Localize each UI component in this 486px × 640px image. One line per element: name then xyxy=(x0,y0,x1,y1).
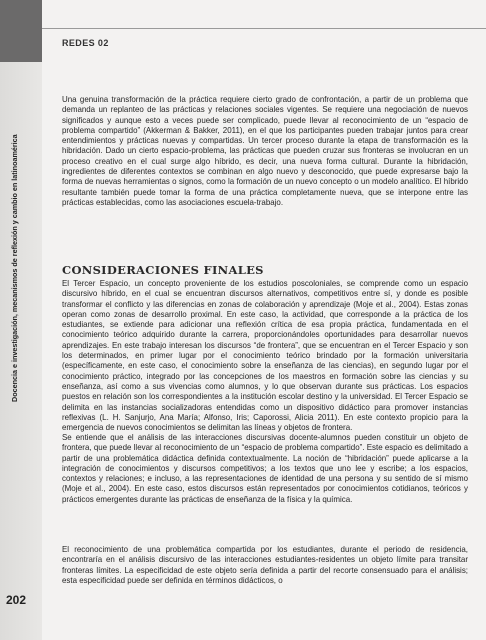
paragraph: El reconocimiento de una problemática compartida por los estudiantes, durante el periodo de residencia, encontraría en el análisis discursivo de las interacciones estudiantes-residentes un objeto límite para transitar fronteras límites. La especificidad de este objeto sería definida a partir del recorte consensuado para el análisis; esta especificidad puede ser definida en términos didácticos, o xyxy=(62,545,468,585)
running-head: REDES 02 xyxy=(62,38,109,48)
paragraph: Una genuina transformación de la práctica requiere cierto grado de confrontación, a partir de un problema que demanda un replanteo de las prácticas y relaciones sociales vigentes. Se requiere una negociación de nuevos significados y aunque esto a veces puede ser complicado, puede llevar al reconocimiento de un “espacio de problema compartido” (Akkerman & Bakker, 2011), en el que los participantes pueden trabajar juntos para crear entendimientos y prácticas nuevas y compartidas. Un tercer proceso durante la etapa de transformación es la hibridación. Dado un cierto espacio-problema, las prácticas que pueden cruzar sus fronteras se involucran en un proceso creativo en el cual surge algo híbrido, es decir, una nueva forma cultural. Durante la hibridación, ingredientes de diferentes contextos se combinan en algo nuevo y desconocido, que puede expresarse bajo la forma de nuevas herramientas o signos, como la formación de un nuevo concepto o un modelo analítico. El híbrido resultante también puede tomar la forma de una práctica completamente nueva, que se interpone entre las prácticas establecidas, como las asociaciones escuela-trabajo. xyxy=(62,95,468,207)
corner-block xyxy=(0,0,42,62)
paragraph: Se entiende que el análisis de las interacciones discursivas docente-alumnos pueden constituir un objeto de frontera, que puede llevar al reconocimiento de un “espacio de problema compartido”. Este espacio es delimitado a partir de una problemática didáctica definida contextualmente. La noción de “hibridación” puede aplicarse a la integración de conocimientos y discursos competitivos; a los textos que uno lee y escribe; a los espacios, contextos y relaciones; e incluso, a las representaciones de identidad de una persona y su sentido de sí mismo (Moje et al., 2004). En este caso, estos discursos están representados por conocimientos cotidianos, teóricos y prácticos emergentes durante las prácticas de enseñanza de la física y la química. xyxy=(62,433,468,504)
book-title-vertical: Docencia e investigación, mecanismos de reflexión y cambio en latinoamérica xyxy=(10,134,19,402)
page-number: 202 xyxy=(6,593,27,607)
section-heading: CONSIDERACIONES FINALES xyxy=(62,263,264,277)
header-rule xyxy=(42,28,486,29)
paragraph: El Tercer Espacio, un concepto proveniente de los estudios poscoloniales, se comprende como un espacio discursivo híbrido, en el cual se encuentran discursos alternativos, competitivos entre sí, y donde es posible transformar el conflicto y las diferencias en zonas de colaboración y aprendizaje (Moje et al., 2004). Estas zonas operan como zonas de desarrollo proximal. En este caso, la actividad, que corresponde a la práctica de los estudiantes, se extiende para adicionar una reflexión crítica de esa propia práctica, fundamentada en el conocimiento teórico adquirido durante la carrera, proporcionándoles oportunidades para desarrollar nuevos aprendizajes. En este trabajo interesan los discursos “de frontera”, que se encuentran en el Tercer Espacio y son los determinados, en primer lugar por el conocimiento teórico brindado por la formación universitaria (específicamente, en este caso, el conocimiento sobre la enseñanza de las ciencias), en segundo lugar por el conocimiento práctico, integrado por las concepciones de los maestros en formación sobre las ciencias y su enseñanza, así como a sus vivencias como alumnos, y lo que observan durante sus prácticas. Los espacios puestos en relación son los correspondientes a la institución escolar destino y la universidad. El Tercer Espacio se delimita en las instancias socializadoras entendidas como un dispositivo didáctico para promover instancias reflexivas (L. H. Sanjurjo, Ana María; Alfonso, Iris; Caporossi, Alicia 2011). En este contexto propicio para la emergencia de nuevos conocimientos se delimitan las líneas y objetos de frontera. xyxy=(62,279,468,433)
side-margin-bar xyxy=(0,0,42,640)
